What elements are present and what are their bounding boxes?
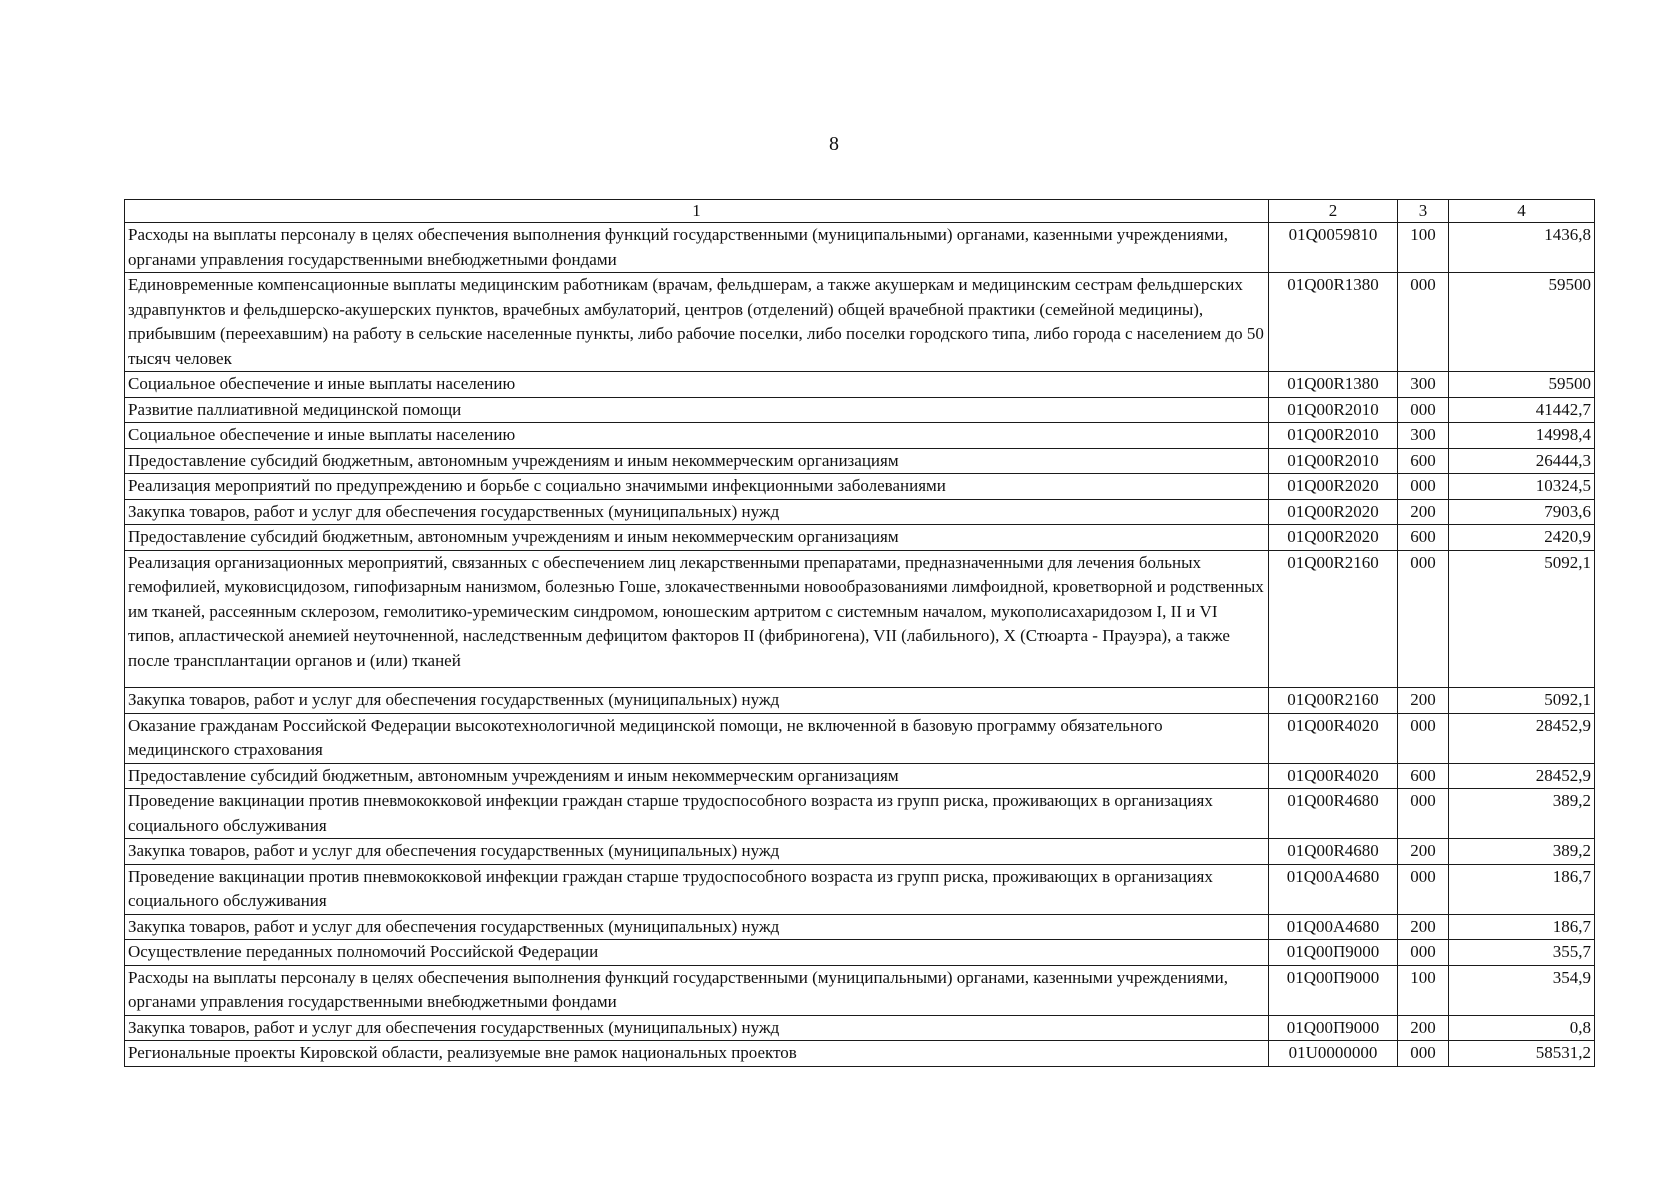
table-row — [125, 223, 1595, 273]
table-row — [125, 397, 1595, 423]
row-description: Проведение вакцинации против пневмококковой инфекции граждан старше трудоспособного возраста из групп риска, проживающих в организациях социального обслуживания — [125, 789, 1269, 839]
row-expense-type: 100 — [1398, 965, 1449, 1015]
row-description: Закупка товаров, работ и услуг для обеспечения государственных (муниципальных) нужд — [125, 1015, 1269, 1041]
row-expense-type: 000 — [1398, 940, 1449, 966]
table-row — [125, 914, 1595, 940]
row-expense-type: 300 — [1398, 423, 1449, 449]
row-description: Предоставление субсидий бюджетным, автономным учреждениям и иным некоммерческим организациям — [125, 525, 1269, 551]
row-description: Закупка товаров, работ и услуг для обеспечения государственных (муниципальных) нужд — [125, 914, 1269, 940]
row-code: 01Q00A4680 — [1269, 914, 1398, 940]
row-amount: 389,2 — [1449, 789, 1595, 839]
row-description: Предоставление субсидий бюджетным, автономным учреждениям и иным некоммерческим организациям — [125, 448, 1269, 474]
row-amount: 389,2 — [1449, 839, 1595, 865]
row-amount: 5092,1 — [1449, 688, 1595, 714]
row-code: 01Q00R1380 — [1269, 273, 1398, 372]
row-description: Закупка товаров, работ и услуг для обеспечения государственных (муниципальных) нужд — [125, 499, 1269, 525]
table-row — [125, 864, 1595, 914]
row-expense-type: 600 — [1398, 763, 1449, 789]
row-amount: 28452,9 — [1449, 713, 1595, 763]
row-expense-type: 000 — [1398, 397, 1449, 423]
table-row — [125, 448, 1595, 474]
row-description: Социальное обеспечение и иные выплаты населению — [125, 372, 1269, 398]
table-row — [125, 1015, 1595, 1041]
table-row — [125, 688, 1595, 714]
table-row — [125, 550, 1595, 688]
row-code: 01Q00R4680 — [1269, 839, 1398, 865]
row-code: 01Q00A4680 — [1269, 864, 1398, 914]
row-amount: 10324,5 — [1449, 474, 1595, 500]
row-expense-type: 000 — [1398, 550, 1449, 688]
row-expense-type: 600 — [1398, 525, 1449, 551]
row-description: Расходы на выплаты персоналу в целях обеспечения выполнения функций государственными (муниципальными) органами, казенными учреждениями, органами управления государственными внебюджетными фондами — [125, 965, 1269, 1015]
row-amount: 2420,9 — [1449, 525, 1595, 551]
row-code: 01Q00R4020 — [1269, 763, 1398, 789]
table-row — [125, 372, 1595, 398]
row-amount: 59500 — [1449, 372, 1595, 398]
row-description: Единовременные компенсационные выплаты медицинским работникам (врачам, фельдшерам, а также акушеркам и медицинским сестрам фельдшерских здравпунктов и фельдшерско-акушерских пунктов, врачебных амбулаторий, центров (отделений) общей врачебной практики (семейной медицины), прибывшим (переехавшим) на работу в сельские населенные пункты, либо рабочие поселки, либо поселки городского типа, либо города с населением до 50 тысяч человек — [125, 273, 1269, 372]
row-code: 01Q0059810 — [1269, 223, 1398, 273]
row-amount: 41442,7 — [1449, 397, 1595, 423]
table-row — [125, 423, 1595, 449]
row-expense-type: 000 — [1398, 273, 1449, 372]
row-expense-type: 100 — [1398, 223, 1449, 273]
row-code: 01Q00R2010 — [1269, 397, 1398, 423]
table-row — [125, 839, 1595, 865]
row-description: Социальное обеспечение и иные выплаты населению — [125, 423, 1269, 449]
row-description: Оказание гражданам Российской Федерации высокотехнологичной медицинской помощи, не включенной в базовую программу обязательного медицинского страхования — [125, 713, 1269, 763]
column-header-3: 3 — [1398, 200, 1449, 223]
row-amount: 59500 — [1449, 273, 1595, 372]
row-code: 01Q00R2020 — [1269, 499, 1398, 525]
row-description: Реализация мероприятий по предупреждению и борьбе с социально значимыми инфекционными заболеваниями — [125, 474, 1269, 500]
row-amount: 7903,6 — [1449, 499, 1595, 525]
row-expense-type: 000 — [1398, 1041, 1449, 1067]
row-amount: 58531,2 — [1449, 1041, 1595, 1067]
row-expense-type: 200 — [1398, 914, 1449, 940]
row-expense-type: 200 — [1398, 839, 1449, 865]
table-row — [125, 1041, 1595, 1067]
row-expense-type: 200 — [1398, 1015, 1449, 1041]
table-row — [125, 763, 1595, 789]
row-expense-type: 200 — [1398, 499, 1449, 525]
row-amount: 355,7 — [1449, 940, 1595, 966]
row-code: 01Q00R2160 — [1269, 688, 1398, 714]
row-code: 01Q00R2160 — [1269, 550, 1398, 688]
row-amount: 186,7 — [1449, 864, 1595, 914]
row-expense-type: 600 — [1398, 448, 1449, 474]
row-description: Закупка товаров, работ и услуг для обеспечения государственных (муниципальных) нужд — [125, 839, 1269, 865]
row-amount: 186,7 — [1449, 914, 1595, 940]
column-header-4: 4 — [1449, 200, 1595, 223]
table-row — [125, 474, 1595, 500]
row-expense-type: 000 — [1398, 789, 1449, 839]
row-expense-type: 000 — [1398, 474, 1449, 500]
row-description: Расходы на выплаты персоналу в целях обеспечения выполнения функций государственными (муниципальными) органами, казенными учреждениями, органами управления государственными внебюджетными фондами — [125, 223, 1269, 273]
page-number: 8 — [829, 133, 839, 155]
column-header-2: 2 — [1269, 200, 1398, 223]
row-code: 01Q00R1380 — [1269, 372, 1398, 398]
row-description: Предоставление субсидий бюджетным, автономным учреждениям и иным некоммерческим организациям — [125, 763, 1269, 789]
row-amount: 5092,1 — [1449, 550, 1595, 688]
row-code: 01Q00R2010 — [1269, 448, 1398, 474]
row-expense-type: 000 — [1398, 864, 1449, 914]
row-code: 01Q00П9000 — [1269, 940, 1398, 966]
row-amount: 26444,3 — [1449, 448, 1595, 474]
row-code: 01Q00R4020 — [1269, 713, 1398, 763]
row-amount: 0,8 — [1449, 1015, 1595, 1041]
table-row — [125, 273, 1595, 372]
row-expense-type: 200 — [1398, 688, 1449, 714]
row-code: 01Q00R2010 — [1269, 423, 1398, 449]
row-description: Реализация организационных мероприятий, связанных с обеспечением лиц лекарственными препаратами, предназначенными для лечения больных гемофилией, муковисцидозом, гипофизарным нанизмом, болезнью Гоше, злокачественными новообразованиями лимфоидной, кроветворной и родственных им тканей, рассеянным склерозом, гемолитико-уремическим синдромом, юношеским артритом с системным началом, мукополисахаридозом I, II и VI типов, апластической анемией неуточненной, наследственным дефицитом факторов II (фибриногена), VII (лабильного), X (Стюарта - Прауэра), а также после трансплантации органов и (или) тканей — [125, 550, 1269, 688]
row-description: Региональные проекты Кировской области, реализуемые вне рамок национальных проектов — [125, 1041, 1269, 1067]
row-expense-type: 300 — [1398, 372, 1449, 398]
table-row — [125, 940, 1595, 966]
row-description: Осуществление переданных полномочий Российской Федерации — [125, 940, 1269, 966]
row-code: 01Q00П9000 — [1269, 1015, 1398, 1041]
row-expense-type: 000 — [1398, 713, 1449, 763]
row-amount: 14998,4 — [1449, 423, 1595, 449]
table-row — [125, 525, 1595, 551]
table-row — [125, 789, 1595, 839]
row-description: Проведение вакцинации против пневмококковой инфекции граждан старше трудоспособного возраста из групп риска, проживающих в организациях социального обслуживания — [125, 864, 1269, 914]
row-code: 01U0000000 — [1269, 1041, 1398, 1067]
column-header-1: 1 — [125, 200, 1269, 223]
table-row — [125, 499, 1595, 525]
row-code: 01Q00П9000 — [1269, 965, 1398, 1015]
table-row — [125, 713, 1595, 763]
table-row — [125, 965, 1595, 1015]
budget-table — [124, 199, 1595, 1067]
row-description: Развитие паллиативной медицинской помощи — [125, 397, 1269, 423]
table-header-row — [125, 200, 1595, 223]
row-code: 01Q00R4680 — [1269, 789, 1398, 839]
row-code: 01Q00R2020 — [1269, 474, 1398, 500]
row-code: 01Q00R2020 — [1269, 525, 1398, 551]
row-amount: 354,9 — [1449, 965, 1595, 1015]
row-description: Закупка товаров, работ и услуг для обеспечения государственных (муниципальных) нужд — [125, 688, 1269, 714]
row-amount: 28452,9 — [1449, 763, 1595, 789]
row-amount: 1436,8 — [1449, 223, 1595, 273]
